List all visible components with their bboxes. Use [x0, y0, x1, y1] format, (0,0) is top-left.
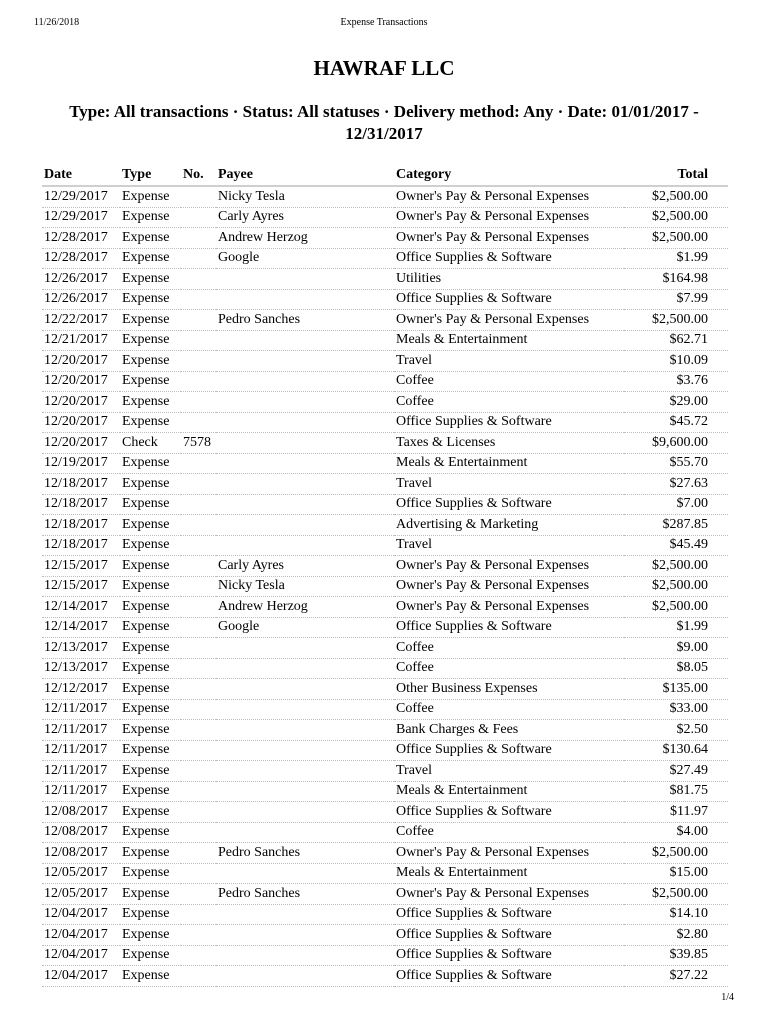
cell-payee [216, 720, 394, 741]
cell-date: 12/18/2017 [42, 494, 120, 515]
cell-type: Expense [120, 535, 181, 556]
cell-payee [216, 638, 394, 659]
cell-date: 12/13/2017 [42, 638, 120, 659]
cell-no [181, 740, 216, 761]
report-filters: Type: All transactions · Status: All statuses · Delivery method: Any · Date: 01/01/2017 - 12/31/2017 [69, 102, 699, 143]
cell-date: 12/04/2017 [42, 966, 120, 987]
cell-category: Coffee [394, 638, 624, 659]
column-header-type: Type [120, 164, 181, 186]
cell-type: Expense [120, 945, 181, 966]
cell-no [181, 351, 216, 372]
cell-total: $45.49 [624, 535, 728, 556]
cell-total: $2,500.00 [624, 597, 728, 618]
cell-date: 12/08/2017 [42, 822, 120, 843]
cell-category: Office Supplies & Software [394, 412, 624, 433]
cell-type: Expense [120, 515, 181, 536]
cell-total: $11.97 [624, 802, 728, 823]
cell-category: Travel [394, 761, 624, 782]
cell-category: Bank Charges & Fees [394, 720, 624, 741]
cell-type: Expense [120, 822, 181, 843]
cell-total: $9.00 [624, 638, 728, 659]
cell-type: Expense [120, 638, 181, 659]
table-row [42, 904, 728, 925]
table-row [42, 556, 728, 577]
cell-date: 12/20/2017 [42, 392, 120, 413]
cell-total: $10.09 [624, 351, 728, 372]
cell-category: Office Supplies & Software [394, 945, 624, 966]
cell-total: $2.80 [624, 925, 728, 946]
cell-no [181, 617, 216, 638]
print-header [0, 17, 768, 31]
cell-no [181, 884, 216, 905]
cell-no [181, 966, 216, 987]
cell-category: Travel [394, 351, 624, 372]
cell-no [181, 392, 216, 413]
cell-category: Owner's Pay & Personal Expenses [394, 597, 624, 618]
cell-no [181, 310, 216, 331]
cell-type: Expense [120, 228, 181, 249]
cell-type: Expense [120, 761, 181, 782]
cell-date: 12/28/2017 [42, 248, 120, 269]
cell-type: Expense [120, 576, 181, 597]
column-header-no: No. [181, 164, 216, 186]
cell-no [181, 556, 216, 577]
cell-total: $27.22 [624, 966, 728, 987]
cell-category: Meals & Entertainment [394, 781, 624, 802]
cell-total: $287.85 [624, 515, 728, 536]
cell-category: Utilities [394, 269, 624, 290]
cell-payee: Nicky Tesla [216, 576, 394, 597]
cell-no [181, 720, 216, 741]
cell-type: Expense [120, 371, 181, 392]
table-row [42, 945, 728, 966]
column-header-category: Category [394, 164, 624, 186]
cell-type: Expense [120, 556, 181, 577]
cell-total: $1.99 [624, 248, 728, 269]
cell-total: $29.00 [624, 392, 728, 413]
cell-total: $9,600.00 [624, 433, 728, 454]
table-row [42, 248, 728, 269]
cell-category: Owner's Pay & Personal Expenses [394, 228, 624, 249]
cell-date: 12/12/2017 [42, 679, 120, 700]
cell-type: Expense [120, 453, 181, 474]
cell-type: Expense [120, 617, 181, 638]
cell-payee: Google [216, 617, 394, 638]
cell-type: Expense [120, 289, 181, 310]
cell-type: Expense [120, 679, 181, 700]
cell-category: Meals & Entertainment [394, 453, 624, 474]
table-row [42, 638, 728, 659]
cell-no [181, 822, 216, 843]
table-row [42, 228, 728, 249]
cell-total: $2,500.00 [624, 186, 728, 207]
cell-no [181, 925, 216, 946]
cell-type: Expense [120, 904, 181, 925]
cell-date: 12/26/2017 [42, 289, 120, 310]
cell-payee: Pedro Sanches [216, 884, 394, 905]
table-row [42, 207, 728, 228]
cell-payee [216, 453, 394, 474]
cell-date: 12/14/2017 [42, 617, 120, 638]
cell-category: Owner's Pay & Personal Expenses [394, 576, 624, 597]
cell-no [181, 515, 216, 536]
cell-payee: Nicky Tesla [216, 186, 394, 207]
cell-type: Expense [120, 740, 181, 761]
cell-category: Coffee [394, 658, 624, 679]
column-header-date: Date [42, 164, 120, 186]
cell-total: $130.64 [624, 740, 728, 761]
cell-payee: Pedro Sanches [216, 843, 394, 864]
table-row [42, 966, 728, 987]
cell-category: Owner's Pay & Personal Expenses [394, 207, 624, 228]
cell-no: 7578 [181, 433, 216, 454]
cell-date: 12/11/2017 [42, 781, 120, 802]
cell-category: Owner's Pay & Personal Expenses [394, 556, 624, 577]
cell-no [181, 597, 216, 618]
cell-payee [216, 679, 394, 700]
column-header-total: Total [624, 164, 728, 186]
table-row [42, 412, 728, 433]
cell-category: Travel [394, 474, 624, 495]
cell-date: 12/18/2017 [42, 535, 120, 556]
company-name: HAWRAF LLC [313, 56, 455, 80]
cell-total: $2,500.00 [624, 310, 728, 331]
table-row [42, 761, 728, 782]
print-date: 11/26/2018 [34, 17, 80, 28]
cell-date: 12/20/2017 [42, 433, 120, 454]
table-row [42, 802, 728, 823]
cell-type: Expense [120, 925, 181, 946]
cell-type: Expense [120, 658, 181, 679]
cell-total: $2,500.00 [624, 228, 728, 249]
cell-type: Expense [120, 310, 181, 331]
cell-no [181, 843, 216, 864]
cell-type: Expense [120, 966, 181, 987]
cell-date: 12/08/2017 [42, 802, 120, 823]
cell-no [181, 371, 216, 392]
cell-no [181, 453, 216, 474]
cell-total: $81.75 [624, 781, 728, 802]
table-row [42, 884, 728, 905]
cell-date: 12/04/2017 [42, 945, 120, 966]
cell-category: Coffee [394, 371, 624, 392]
cell-no [181, 802, 216, 823]
table-row [42, 474, 728, 495]
cell-no [181, 207, 216, 228]
cell-category: Coffee [394, 392, 624, 413]
table-row [42, 310, 728, 331]
cell-payee [216, 474, 394, 495]
cell-total: $4.00 [624, 822, 728, 843]
cell-total: $2,500.00 [624, 576, 728, 597]
cell-total: $2,500.00 [624, 843, 728, 864]
cell-date: 12/13/2017 [42, 658, 120, 679]
table-row [42, 617, 728, 638]
cell-category: Coffee [394, 699, 624, 720]
table-row [42, 371, 728, 392]
cell-no [181, 289, 216, 310]
cell-total: $164.98 [624, 269, 728, 290]
cell-category: Office Supplies & Software [394, 925, 624, 946]
cell-category: Office Supplies & Software [394, 740, 624, 761]
table-row [42, 351, 728, 372]
cell-payee [216, 371, 394, 392]
cell-total: $2,500.00 [624, 884, 728, 905]
cell-date: 12/19/2017 [42, 453, 120, 474]
cell-payee [216, 515, 394, 536]
cell-payee: Carly Ayres [216, 556, 394, 577]
cell-payee [216, 269, 394, 290]
cell-category: Office Supplies & Software [394, 248, 624, 269]
cell-payee [216, 392, 394, 413]
cell-no [181, 269, 216, 290]
cell-date: 12/04/2017 [42, 925, 120, 946]
cell-total: $62.71 [624, 330, 728, 351]
cell-type: Check [120, 433, 181, 454]
cell-type: Expense [120, 351, 181, 372]
cell-payee [216, 535, 394, 556]
cell-payee [216, 330, 394, 351]
table-row [42, 453, 728, 474]
cell-no [181, 658, 216, 679]
cell-payee [216, 658, 394, 679]
cell-category: Owner's Pay & Personal Expenses [394, 843, 624, 864]
cell-no [181, 863, 216, 884]
cell-payee [216, 863, 394, 884]
cell-date: 12/20/2017 [42, 351, 120, 372]
transactions-table [42, 164, 728, 987]
cell-type: Expense [120, 412, 181, 433]
cell-type: Expense [120, 720, 181, 741]
cell-payee [216, 761, 394, 782]
cell-type: Expense [120, 863, 181, 884]
cell-payee [216, 433, 394, 454]
cell-date: 12/11/2017 [42, 699, 120, 720]
table-row [42, 597, 728, 618]
page-number: 1/4 [721, 992, 734, 1003]
cell-type: Expense [120, 474, 181, 495]
cell-payee [216, 289, 394, 310]
cell-payee [216, 781, 394, 802]
cell-total: $3.76 [624, 371, 728, 392]
table-row [42, 535, 728, 556]
table-row [42, 330, 728, 351]
cell-payee: Andrew Herzog [216, 597, 394, 618]
cell-date: 12/11/2017 [42, 761, 120, 782]
table-header-row [42, 164, 728, 186]
cell-category: Meals & Entertainment [394, 330, 624, 351]
cell-category: Office Supplies & Software [394, 494, 624, 515]
cell-category: Office Supplies & Software [394, 617, 624, 638]
cell-no [181, 186, 216, 207]
cell-type: Expense [120, 699, 181, 720]
cell-type: Expense [120, 597, 181, 618]
table-row [42, 740, 728, 761]
cell-no [181, 474, 216, 495]
cell-date: 12/18/2017 [42, 474, 120, 495]
cell-payee [216, 966, 394, 987]
table-row [42, 289, 728, 310]
cell-type: Expense [120, 330, 181, 351]
cell-date: 12/21/2017 [42, 330, 120, 351]
cell-date: 12/15/2017 [42, 556, 120, 577]
cell-payee [216, 802, 394, 823]
table-row [42, 494, 728, 515]
cell-total: $1.99 [624, 617, 728, 638]
cell-date: 12/26/2017 [42, 269, 120, 290]
cell-payee [216, 351, 394, 372]
cell-payee [216, 904, 394, 925]
cell-no [181, 761, 216, 782]
cell-category: Office Supplies & Software [394, 966, 624, 987]
cell-total: $33.00 [624, 699, 728, 720]
cell-date: 12/22/2017 [42, 310, 120, 331]
cell-category: Owner's Pay & Personal Expenses [394, 884, 624, 905]
cell-no [181, 494, 216, 515]
cell-category: Taxes & Licenses [394, 433, 624, 454]
cell-total: $14.10 [624, 904, 728, 925]
cell-no [181, 228, 216, 249]
cell-date: 12/15/2017 [42, 576, 120, 597]
cell-no [181, 781, 216, 802]
table-row [42, 186, 728, 207]
cell-total: $7.99 [624, 289, 728, 310]
table-row [42, 658, 728, 679]
cell-date: 12/05/2017 [42, 884, 120, 905]
cell-type: Expense [120, 248, 181, 269]
cell-payee [216, 945, 394, 966]
cell-no [181, 945, 216, 966]
cell-type: Expense [120, 843, 181, 864]
table-row [42, 679, 728, 700]
cell-type: Expense [120, 392, 181, 413]
cell-category: Owner's Pay & Personal Expenses [394, 310, 624, 331]
cell-no [181, 679, 216, 700]
cell-payee [216, 925, 394, 946]
cell-payee [216, 494, 394, 515]
cell-category: Office Supplies & Software [394, 802, 624, 823]
table-row [42, 515, 728, 536]
cell-total: $2,500.00 [624, 556, 728, 577]
table-row [42, 433, 728, 454]
table-row [42, 843, 728, 864]
cell-total: $27.49 [624, 761, 728, 782]
cell-payee [216, 699, 394, 720]
cell-category: Coffee [394, 822, 624, 843]
column-header-payee: Payee [216, 164, 394, 186]
cell-total: $45.72 [624, 412, 728, 433]
cell-no [181, 412, 216, 433]
cell-date: 12/20/2017 [42, 371, 120, 392]
cell-total: $2.50 [624, 720, 728, 741]
cell-payee [216, 822, 394, 843]
cell-date: 12/29/2017 [42, 207, 120, 228]
cell-category: Advertising & Marketing [394, 515, 624, 536]
cell-no [181, 248, 216, 269]
table-row [42, 720, 728, 741]
cell-total: $2,500.00 [624, 207, 728, 228]
cell-category: Other Business Expenses [394, 679, 624, 700]
cell-total: $8.05 [624, 658, 728, 679]
cell-category: Office Supplies & Software [394, 289, 624, 310]
table-row [42, 781, 728, 802]
print-title: Expense Transactions [340, 17, 428, 28]
cell-type: Expense [120, 802, 181, 823]
cell-payee [216, 412, 394, 433]
cell-payee: Pedro Sanches [216, 310, 394, 331]
cell-payee: Andrew Herzog [216, 228, 394, 249]
table-row [42, 863, 728, 884]
cell-no [181, 638, 216, 659]
cell-total: $27.63 [624, 474, 728, 495]
cell-no [181, 535, 216, 556]
cell-date: 12/08/2017 [42, 843, 120, 864]
cell-date: 12/18/2017 [42, 515, 120, 536]
cell-category: Travel [394, 535, 624, 556]
cell-total: $7.00 [624, 494, 728, 515]
cell-no [181, 330, 216, 351]
cell-no [181, 576, 216, 597]
cell-type: Expense [120, 269, 181, 290]
cell-date: 12/04/2017 [42, 904, 120, 925]
cell-payee: Carly Ayres [216, 207, 394, 228]
cell-payee [216, 740, 394, 761]
cell-type: Expense [120, 884, 181, 905]
cell-category: Meals & Entertainment [394, 863, 624, 884]
table-row [42, 699, 728, 720]
cell-date: 12/11/2017 [42, 720, 120, 741]
table-row [42, 576, 728, 597]
cell-type: Expense [120, 781, 181, 802]
cell-no [181, 904, 216, 925]
cell-date: 12/05/2017 [42, 863, 120, 884]
cell-date: 12/28/2017 [42, 228, 120, 249]
cell-date: 12/20/2017 [42, 412, 120, 433]
cell-type: Expense [120, 186, 181, 207]
table-row [42, 269, 728, 290]
cell-total: $135.00 [624, 679, 728, 700]
cell-date: 12/29/2017 [42, 186, 120, 207]
cell-type: Expense [120, 494, 181, 515]
cell-total: $15.00 [624, 863, 728, 884]
cell-total: $39.85 [624, 945, 728, 966]
cell-no [181, 699, 216, 720]
table-row [42, 925, 728, 946]
cell-type: Expense [120, 207, 181, 228]
cell-date: 12/14/2017 [42, 597, 120, 618]
cell-category: Owner's Pay & Personal Expenses [394, 186, 624, 207]
table-row [42, 392, 728, 413]
cell-payee: Google [216, 248, 394, 269]
cell-total: $55.70 [624, 453, 728, 474]
cell-category: Office Supplies & Software [394, 904, 624, 925]
table-row [42, 822, 728, 843]
cell-date: 12/11/2017 [42, 740, 120, 761]
